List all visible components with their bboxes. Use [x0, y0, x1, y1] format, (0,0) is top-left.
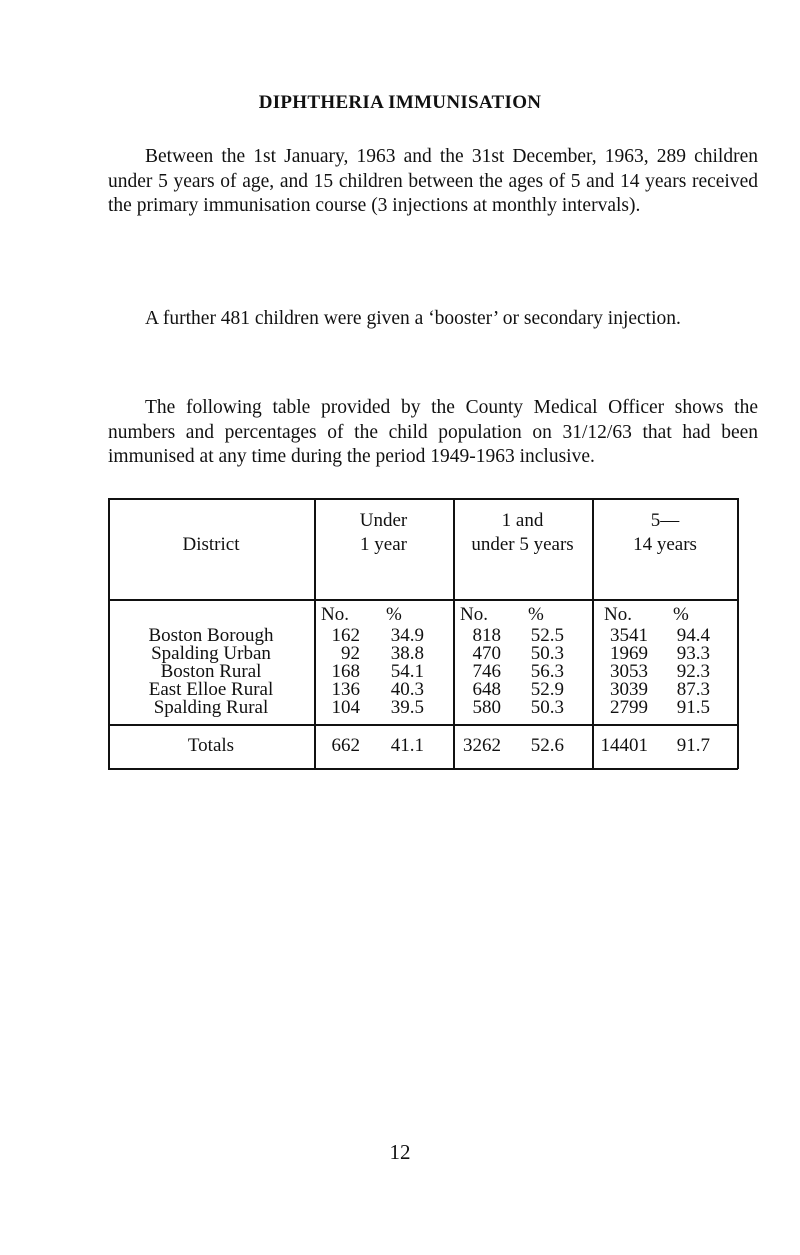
cell-u5-no: 470	[472, 643, 501, 664]
header-1to5-line1: 1 and	[501, 510, 544, 531]
cell-u1-pct: 34.9	[390, 625, 424, 646]
subheader-no: No.	[460, 604, 488, 625]
table-top-rule	[108, 498, 738, 500]
subheader-pct: %	[386, 604, 402, 625]
cell-u1-pct: 54.1	[390, 661, 424, 682]
cell-u14-no: 1969	[610, 643, 648, 664]
page-title: DIPHTHERIA IMMUNISATION	[258, 92, 542, 113]
paragraph-primary-course: Between the 1st January, 1963 and the 31st December, 1963, 289 children under 5 years of age, and 15 children between the ages of 5 and 14 years received the primary immunisation course (3 injections at monthly intervals).	[108, 146, 758, 216]
cell-u1-no: 162	[331, 625, 360, 646]
cell-u1-pct: 40.3	[390, 679, 424, 700]
cell-u1-no: 92	[341, 643, 360, 664]
totals-u5-no: 3262	[463, 735, 501, 756]
header-under1-line1: Under	[359, 510, 408, 531]
header-1to5-line2: under 5 years	[471, 534, 574, 555]
cell-u14-pct: 93.3	[676, 643, 710, 664]
cell-u5-pct: 52.9	[530, 679, 564, 700]
cell-u5-no: 818	[472, 625, 501, 646]
cell-u14-no: 2799	[610, 697, 648, 718]
cell-u1-pct: 39.5	[390, 697, 424, 718]
cell-u14-no: 3053	[610, 661, 648, 682]
totals-u1-no: 662	[331, 735, 360, 756]
totals-u14-pct: 91.7	[676, 735, 710, 756]
immunisation-table	[108, 498, 738, 768]
table-totals-rule	[108, 724, 738, 726]
subheader-pct: %	[673, 604, 689, 625]
cell-u5-pct: 56.3	[530, 661, 564, 682]
table-row-district: Spalding Urban	[151, 643, 271, 664]
cell-u14-no: 3039	[610, 679, 648, 700]
table-header-rule	[108, 599, 738, 601]
subheader-pct: %	[528, 604, 544, 625]
cell-u1-no: 168	[331, 661, 360, 682]
table-row-district: Boston Borough	[148, 625, 274, 646]
header-district: District	[182, 534, 240, 555]
totals-u5-pct: 52.6	[530, 735, 564, 756]
cell-u5-pct: 52.5	[530, 625, 564, 646]
totals-u1-pct: 41.1	[390, 735, 424, 756]
cell-u5-no: 746	[472, 661, 501, 682]
cell-u14-pct: 94.4	[676, 625, 710, 646]
subheader-no: No.	[321, 604, 349, 625]
totals-label: Totals	[187, 735, 235, 756]
paragraph-table-intro: The following table provided by the County Medical Officer shows the numbers and percentages of the child population on 31/12/63 that had been immunised at any time during the period 1949-1963 inclusive.	[108, 397, 758, 467]
paragraph-booster: A further 481 children were given a ‘booster’ or secondary injection.	[145, 308, 681, 329]
cell-u5-no: 580	[472, 697, 501, 718]
header-under1-line2: 1 year	[360, 534, 407, 555]
totals-u14-no: 14401	[600, 735, 648, 756]
cell-u5-pct: 50.3	[530, 697, 564, 718]
cell-u1-no: 104	[331, 697, 360, 718]
header-5to14-line2: 14 years	[633, 534, 697, 555]
cell-u5-no: 648	[472, 679, 501, 700]
table-row-district: Spalding Rural	[153, 697, 269, 718]
cell-u1-no: 136	[331, 679, 360, 700]
table-row-district: Boston Rural	[160, 661, 262, 682]
table-bottom-rule	[108, 768, 738, 770]
cell-u14-pct: 91.5	[676, 697, 710, 718]
cell-u14-no: 3541	[610, 625, 648, 646]
cell-u5-pct: 50.3	[530, 643, 564, 664]
subheader-no: No.	[604, 604, 632, 625]
cell-u14-pct: 92.3	[676, 661, 710, 682]
page-number: 12	[389, 1140, 411, 1164]
cell-u14-pct: 87.3	[676, 679, 710, 700]
header-5to14-line1: 5—	[650, 510, 680, 531]
table-row-district: East Elloe Rural	[148, 679, 274, 700]
cell-u1-pct: 38.8	[390, 643, 424, 664]
